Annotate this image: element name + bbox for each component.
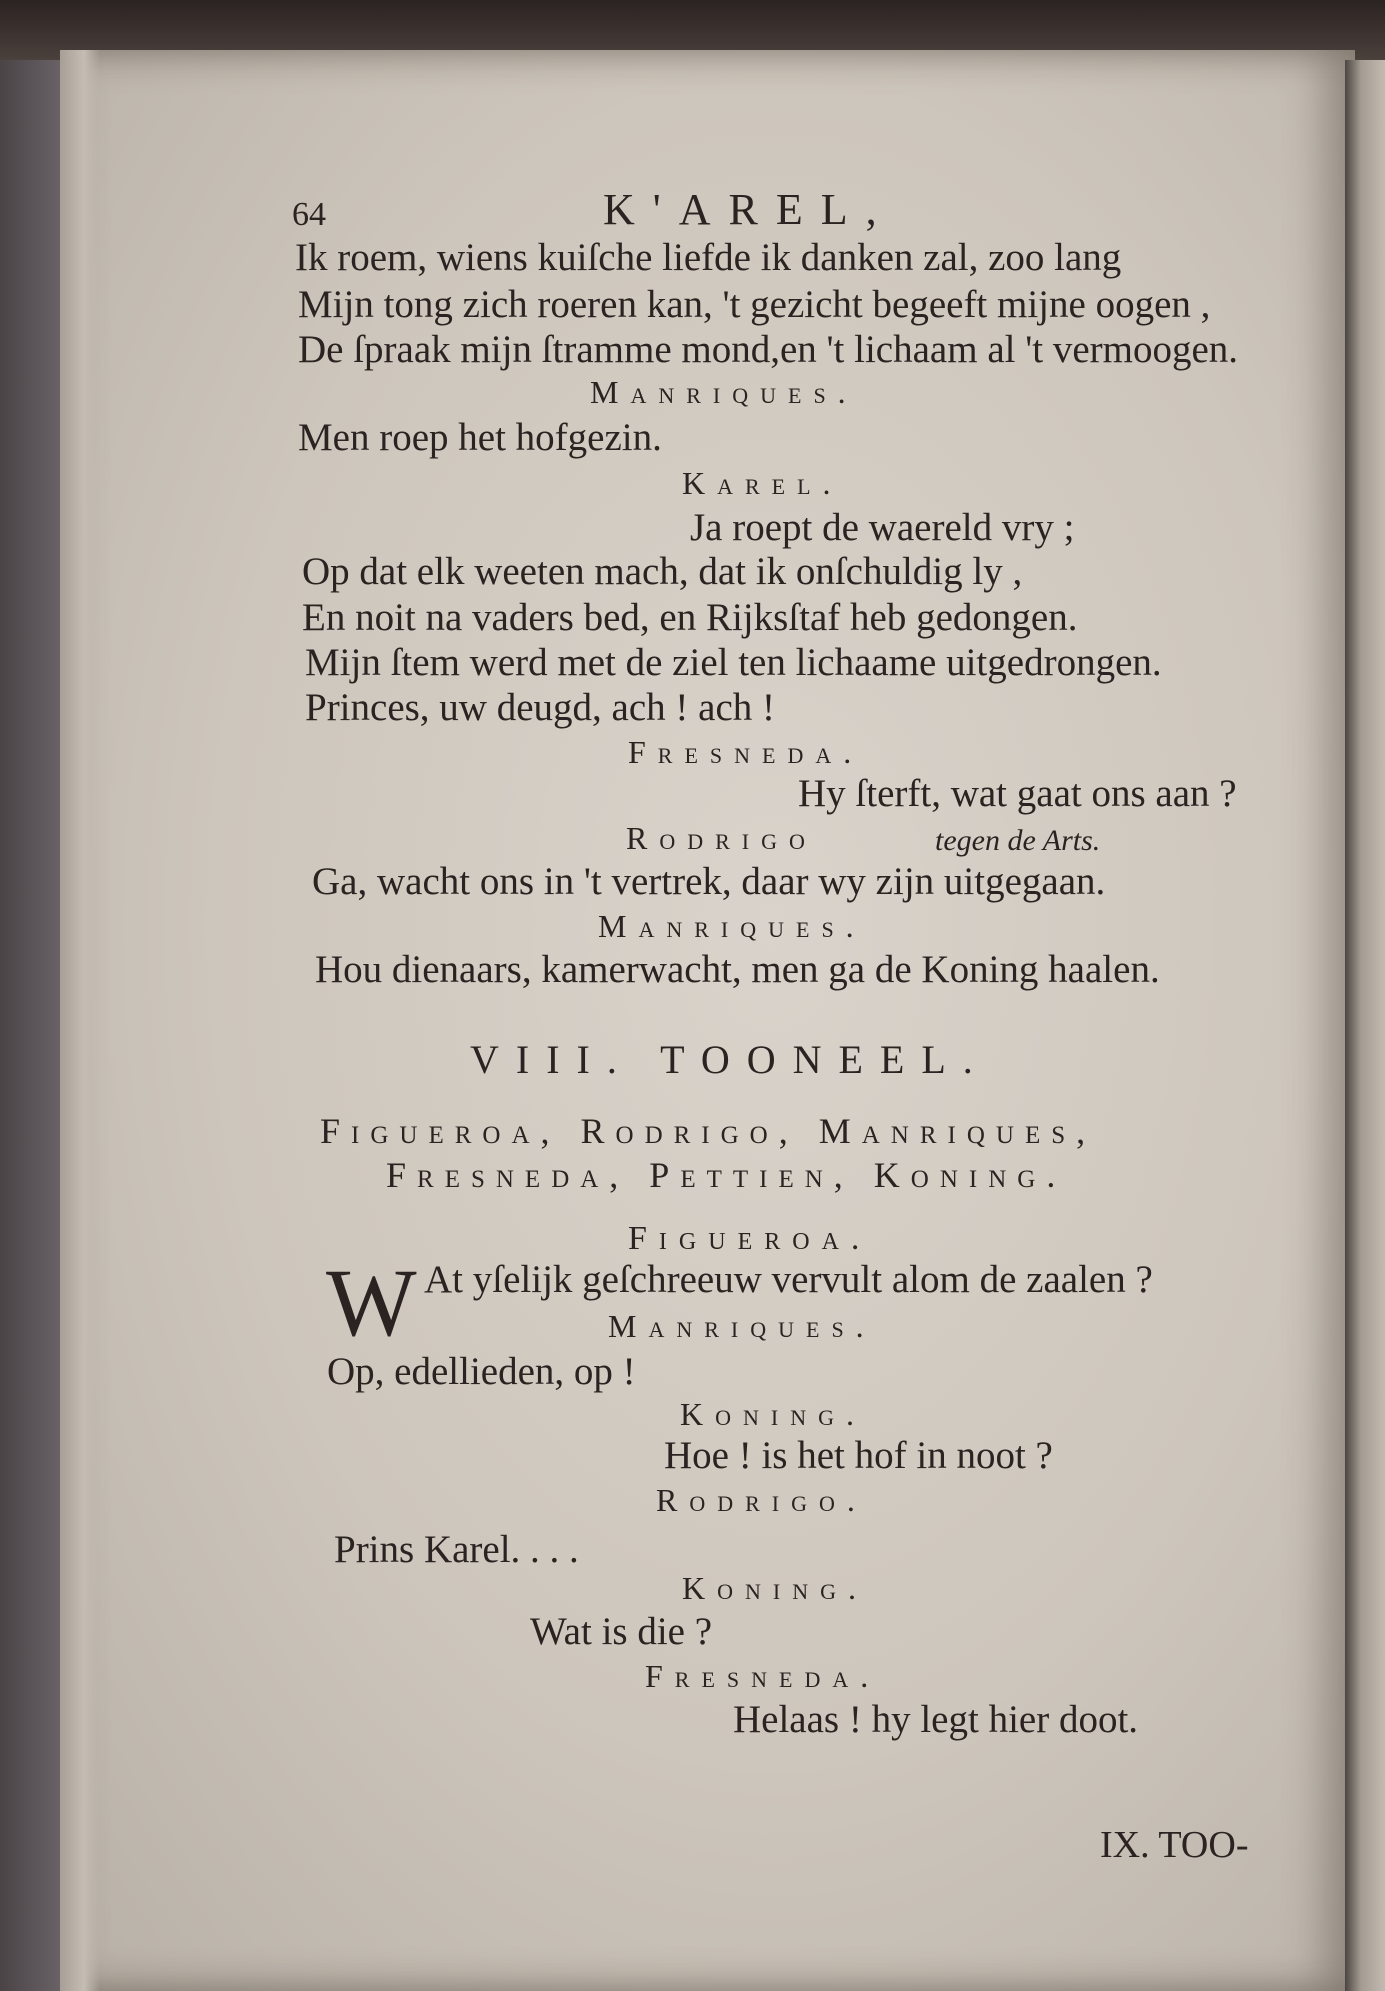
scene-cast: Fresneda, Pettien, Koning.	[386, 1155, 1067, 1195]
verse-line: Helaas ! hy legt hier doot.	[733, 1698, 1139, 1741]
catchword: IX. TOO-	[1100, 1824, 1249, 1866]
speaker-label: Figueroa.	[628, 1220, 872, 1257]
verse-line: Op, edellieden, op !	[327, 1350, 636, 1393]
verse-line: Op dat elk weeten mach, dat ik onſchuldig ly ,	[302, 550, 1023, 593]
speaker-label: Karel.	[682, 465, 843, 501]
verse-line: Prins Karel. . . .	[334, 1528, 579, 1571]
speaker-label: Manriques.	[590, 374, 858, 410]
page-number: 64	[292, 196, 326, 233]
speaker-label: Fresneda.	[628, 734, 864, 770]
stage-direction: tegen de Arts.	[935, 824, 1101, 857]
running-head: K'AREL,	[603, 185, 895, 234]
speaker-label: Koning.	[682, 1570, 868, 1606]
verse-line: Hy ſterft, wat gaat ons aan ?	[798, 772, 1237, 815]
verse-line: Hoe ! is het hof in noot ?	[664, 1434, 1053, 1477]
verse-line: De ſpraak mijn ſtramme mond,en 't lichaam al 't vermoogen.	[298, 328, 1239, 371]
verse-line: Mijn ſtem werd met de ziel ten lichaame uitgedrongen.	[305, 641, 1162, 684]
speaker-label: Rodrigo	[626, 820, 817, 856]
scene-title: VIII. TOONEEL.	[470, 1037, 990, 1082]
verse-line: Princes, uw deugd, ach ! ach !	[305, 686, 775, 729]
verse-line: Ik roem, wiens kuiſche liefde ik danken zal, zoo lang	[295, 236, 1122, 279]
speaker-label: Manriques.	[598, 908, 866, 944]
verse-line: Men roep het hofgezin.	[298, 416, 662, 459]
facing-page-edge	[1345, 60, 1385, 1991]
speaker-label: Manriques.	[608, 1308, 876, 1344]
speaker-label: Fresneda.	[645, 1658, 881, 1694]
verse-line: Mijn tong zich roeren kan, 't gezicht begeeft mijne oogen ,	[298, 283, 1211, 326]
speaker-label: Rodrigo.	[656, 1482, 867, 1518]
verse-line: Hou dienaars, kamerwacht, men ga de Koning haalen.	[315, 948, 1160, 991]
verse-line: Wat is die ?	[530, 1610, 713, 1653]
verse-line: En noit na vaders bed, en Rijksſtaf heb gedongen.	[302, 596, 1078, 639]
verse-line: Ga, wacht ons in 't vertrek, daar wy zijn uitgegaan.	[312, 860, 1106, 903]
verse-line: At yſelijk geſchreeuw vervult alom de zaalen ?	[424, 1258, 1153, 1301]
verse-line: Ja roept de waereld vry ;	[690, 506, 1075, 549]
speaker-label: Koning.	[680, 1396, 866, 1432]
drop-cap: W	[326, 1249, 417, 1356]
scene-cast: Figueroa, Rodrigo, Manriques,	[320, 1111, 1097, 1151]
page-edge	[60, 50, 100, 1991]
